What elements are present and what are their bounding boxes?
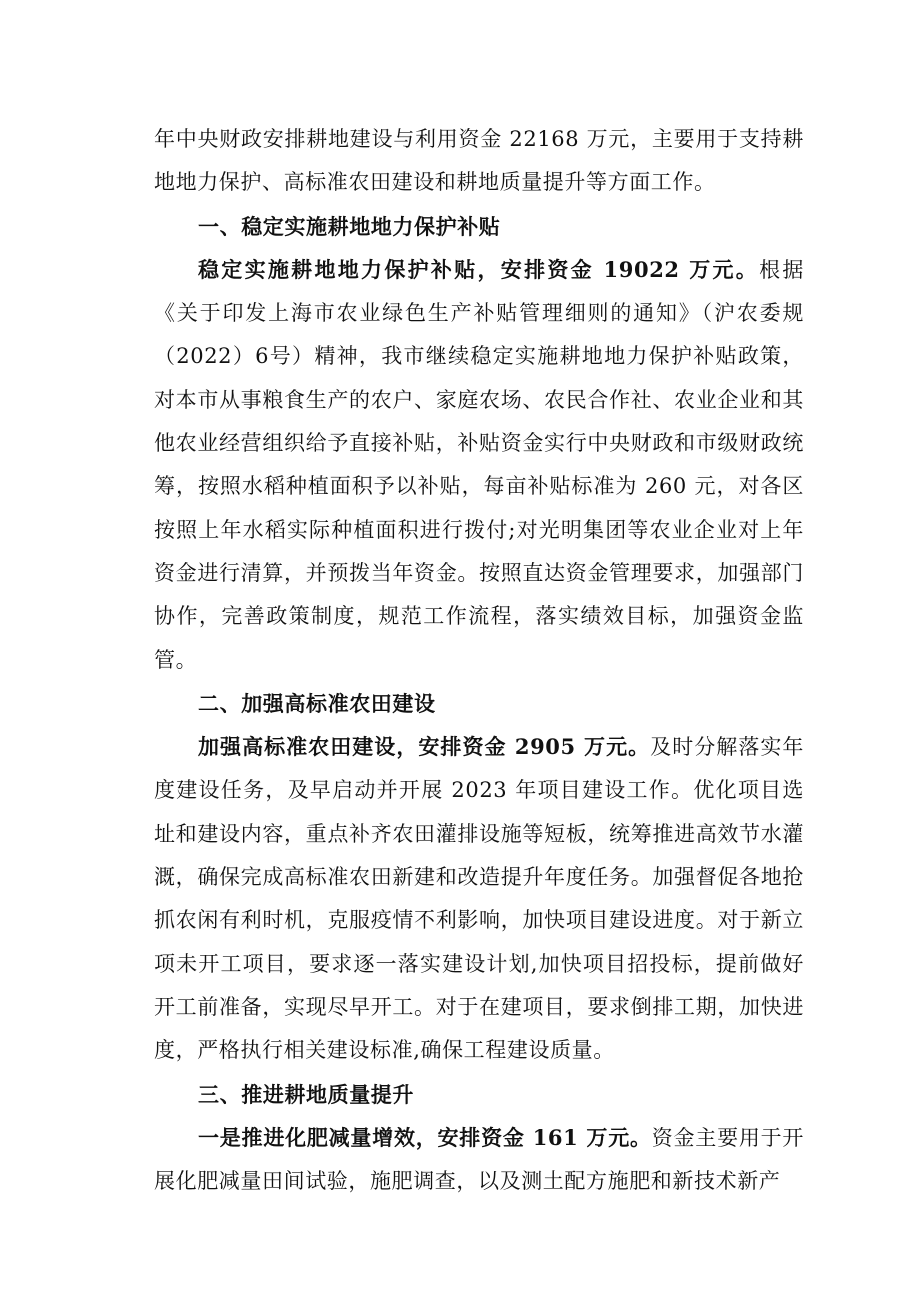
- section-2-heading: 二、加强高标准农田建设: [198, 690, 436, 716]
- section-1-lead: 稳定实施耕地地力保护补贴，安排资金 19022 万元。: [198, 256, 760, 282]
- section-3-heading: 三、推进耕地质量提升: [198, 1081, 414, 1107]
- intro-paragraph: 年中央财政安排耕地建设与利用资金 22168 万元，主要用于支持耕地地力保护、高标准农田建设和耕地质量提升等方面工作。: [154, 127, 804, 195]
- section-2-lead: 加强高标准农田建设，安排资金 2905 万元。: [198, 734, 651, 760]
- section-1-body: 根据《关于印发上海市农业绿色生产补贴管理细则的通知》（沪农委规（2022）6号）精神，我市继续稳定实施耕地地力保护补贴政策，对本市从事粮食生产的农户、家庭农场、农民合作社、农业企业和其他农业经营组织给予直接补贴，补贴资金实行中央财政和市级财政统筹，按照水稻种植面积予以补贴，每亩补贴标准为 260 元，对各区按照上年水稻实际种植面积进行拨付;对光明集团等农业企业对上年资金进行清算，并预拨当年资金。按照直达资金管理要求，加强部门协作，完善政策制度，规范工作流程，落实绩效目标，加强资金监管。: [154, 257, 804, 672]
- section-3-lead: 一是推进化肥减量增效，安排资金 161 万元。: [198, 1124, 652, 1150]
- section-2-paragraph: [154, 725, 804, 1072]
- section-3-body: 资金主要用于开展化肥减量田间试验，施肥调查，以及测土配方施肥和新技术新产: [154, 1125, 804, 1194]
- section-2-body: 及时分解落实年度建设任务，及早启动并开展 2023 年项目建设工作。优化项目选址和建设内容，重点补齐农田灌排设施等短板，统筹推进高效节水灌溉，确保完成高标准农田新建和改造提升年度任务。加强督促各地抢抓农闲有利时机，克服疫情不利影响，加快项目建设进度。对于新立项未开工项目，要求逐一落实建设计划,加快项目招投标，提前做好开工前准备，实现尽早开工。对于在建项目，要求倒排工期，加快进度，严格执行相关建设标准,确保工程建设质量。: [154, 735, 804, 1063]
- section-3-paragraph: [154, 1116, 804, 1204]
- section-1-heading: 一、稳定实施耕地地力保护补贴: [198, 213, 501, 239]
- section-1-paragraph: [154, 248, 804, 682]
- document-body: [154, 118, 804, 1203]
